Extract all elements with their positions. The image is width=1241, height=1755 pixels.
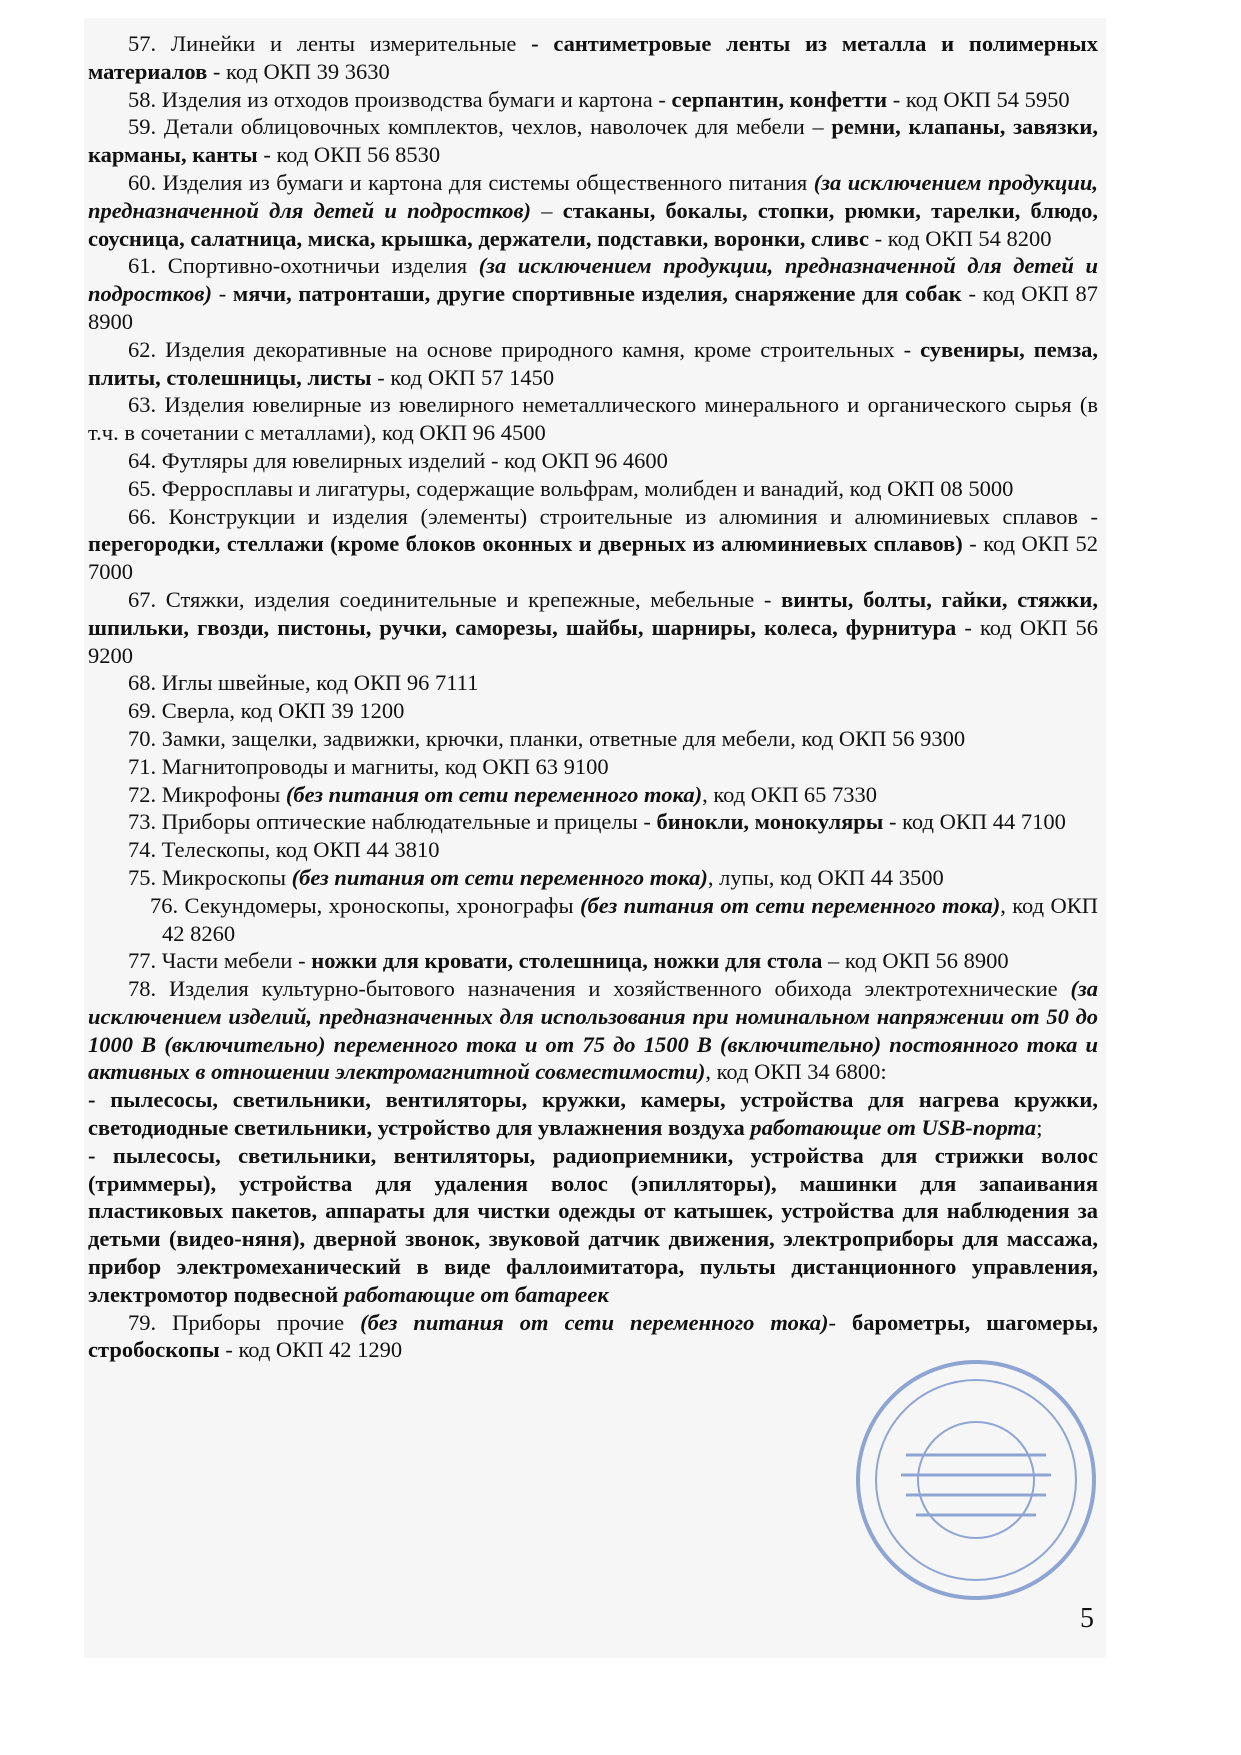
text-segment: 69. Сверла, код ОКП 39 1200: [128, 698, 405, 724]
text-segment: - код ОКП 54 8200: [869, 225, 1052, 251]
text-segment: 58. Изделия из отходов производства бумаги и картона -: [128, 86, 672, 112]
text-segment: стаканы, бокалы, стопки, рюмки, тарелки, блюдо, соусница, салатница, миска, крышка, держатели, подставки, воронки, сливс: [88, 197, 1099, 251]
text-segment: перегородки, стеллажи (кроме блоков оконных и дверных из алюминиевых сплавов): [88, 531, 963, 557]
text-segment: ;: [1036, 1115, 1043, 1141]
list-item-57: [88, 30, 1098, 86]
text-segment: - код ОКП 44 7100: [883, 809, 1066, 835]
list-item-77: [88, 947, 1098, 975]
text-segment: - код ОКП 56 9200: [88, 614, 1098, 668]
list-item-66: [88, 503, 1098, 586]
text-segment: 66. Конструкции и изделия (элементы) строительные из алюминия и алюминиевых сплавов -: [128, 503, 1098, 529]
text-segment: 67. Стяжки, изделия соединительные и крепежные, мебельные -: [128, 586, 782, 612]
text-segment: (за исключением продукции, предназначенной для детей и подростков): [88, 253, 1098, 307]
sublist-battery: [88, 1142, 1098, 1309]
text-segment: , лупы, код ОКП 44 3500: [707, 864, 944, 890]
text-segment: 62. Изделия декоративные на основе природного камня, кроме строительных -: [128, 336, 921, 362]
stamp-outer-ring: [858, 1362, 1094, 1598]
text-segment: , код ОКП 65 7330: [702, 781, 878, 807]
list-item-65: [88, 475, 1098, 503]
list-item-76: [88, 892, 1098, 948]
text-segment: - код ОКП 52 7000: [88, 531, 1099, 585]
text-segment: - код ОКП 39 3630: [207, 58, 390, 84]
text-segment: мячи, патронташи, другие спортивные изделия, снаряжение для собак: [232, 281, 962, 307]
text-segment: -: [211, 281, 233, 307]
text-segment: 71. Магнитопроводы и магниты, код ОКП 63 9100: [128, 753, 609, 779]
text-segment: 74. Телескопы, код ОКП 44 3810: [128, 837, 440, 863]
text-segment: винты, болты, гайки, стяжки, шпильки, гвозди, пистоны, ручки, саморезы, шайбы, шарниры, колеса, фурнитура: [88, 586, 1098, 640]
text-segment: 59. Детали облицовочных комплектов, чехлов, наволочек для мебели –: [128, 114, 832, 140]
text-segment: - пылесосы, светильники, вентиляторы, кружки, камеры, устройства для нагрева кружки, светодиодные светильники, устройство для увлажнения воздуха: [88, 1087, 1098, 1141]
text-segment: работающие от батареек: [343, 1281, 609, 1307]
text-segment: 63. Изделия ювелирные из ювелирного неметаллического минерального и органического сырья (в т.ч. в сочетании с металлами), код ОКП 96 4500: [88, 392, 1098, 446]
list-item-69: [88, 697, 1098, 725]
list-item-71: [88, 753, 1098, 781]
list-item-61: [88, 252, 1098, 335]
stamp-inner-ring: [876, 1380, 1076, 1580]
text-segment: 61. Спортивно-охотничьи изделия: [128, 253, 479, 279]
text-segment: 76. Секундомеры, хроноскопы, хронографы: [150, 892, 581, 918]
official-stamp: [846, 1350, 1106, 1610]
sublist-usb: [88, 1086, 1098, 1142]
text-segment: - код ОКП 42 1290: [219, 1337, 403, 1363]
text-segment: , код ОКП 42 8260: [162, 892, 1099, 946]
text-segment: ножки для кровати, столешница, ножки для стола: [311, 948, 823, 974]
text-segment: , код ОКП 34 6800:: [705, 1059, 887, 1085]
list-item-60: [88, 169, 1098, 252]
page-number: 5: [1080, 1603, 1094, 1634]
list-item-70: [88, 725, 1098, 753]
text-segment: - код ОКП 57 1450: [371, 364, 555, 390]
document-body: [88, 30, 1098, 1364]
text-segment: бинокли, монокуляры: [656, 809, 884, 835]
list-item-74: [88, 836, 1098, 864]
text-segment: 75. Микроскопы: [128, 864, 292, 890]
text-segment: 78. Изделия культурно-бытового назначения и хозяйственного обихода электротехнические: [128, 976, 1071, 1002]
text-segment: (за исключением изделий, предназначенных для использования при номинальном напряжении от 50 до 1000 В (включительно) переменного тока и от 75 до 1500 В (включительно) постоянного тока и активных в отношении электромагнитной совместимости): [88, 976, 1098, 1085]
text-segment: (без питания от сети переменного тока): [291, 864, 708, 890]
text-segment: барометры, шагомеры, стробоскопы: [88, 1309, 1098, 1363]
text-segment: (без питания от сети переменного тока): [285, 781, 703, 807]
text-segment: 77. Части мебели -: [128, 948, 312, 974]
text-segment: 72. Микрофоны: [128, 781, 286, 807]
text-segment: 79. Приборы прочие: [128, 1309, 361, 1335]
list-item-75: [88, 864, 1098, 892]
text-segment: 57. Линейки и ленты измерительные: [128, 31, 532, 56]
list-item-72: [88, 781, 1098, 809]
text-segment: 68. Иглы швейные, код ОКП 96 7111: [128, 670, 479, 696]
list-item-58: [88, 86, 1098, 114]
text-segment: (за исключением продукции, предназначенной для детей и подростков): [88, 169, 1098, 223]
list-item-68: [88, 669, 1098, 697]
text-segment: - код ОКП 56 8530: [257, 142, 441, 168]
list-item-63: [88, 391, 1098, 447]
list-item-73: [88, 808, 1098, 836]
list-item-67: [88, 586, 1098, 669]
text-segment: (без питания от сети переменного тока): [580, 892, 1001, 918]
list-item-78: [88, 975, 1098, 1086]
list-item-59: [88, 113, 1098, 169]
text-segment: - сантиметровые ленты из металла и полимерных материалов: [88, 31, 1099, 84]
text-segment: 70. Замки, защелки, задвижки, крючки, планки, ответные для мебели, код ОКП 56 9300: [128, 725, 966, 751]
text-segment: 60. Изделия из бумаги и картона для системы общественного питания: [128, 169, 814, 195]
text-segment: –: [531, 197, 563, 223]
text-segment: - код ОКП 54 5950: [887, 86, 1070, 112]
text-segment: ремни, клапаны, завязки, карманы, канты: [88, 114, 1098, 168]
list-item-64: [88, 447, 1098, 475]
text-segment: – код ОКП 56 8900: [822, 948, 1009, 974]
text-segment: (без питания от сети переменного тока): [360, 1309, 829, 1335]
list-item-62: [88, 336, 1098, 392]
text-segment: сувениры, пемза, плиты, столешницы, листы: [88, 336, 1099, 390]
text-segment: - код ОКП 87 8900: [88, 281, 1098, 334]
text-segment: - пылесосы, светильники, вентиляторы, радиоприемники, устройства для стрижки волос (триммеры), устройства для удаления волос (эпилляторы), машинки для запаивания пластиковых пакетов, аппараты для чистки одежды от катышек, устройства для наблюдения за детьми (видео-няня), дверной звонок, звуковой датчик движения, электроприборы для массажа, прибор электромеханический в виде фаллоимитатора, пульты дистанционного управления, электромотор подвесной: [88, 1142, 1098, 1307]
text-segment: 64. Футляры для ювелирных изделий - код ОКП 96 4600: [128, 447, 668, 473]
text-segment: серпантин, конфетти: [671, 86, 888, 112]
text-segment: 73. Приборы оптические наблюдательные и прицелы -: [128, 809, 657, 835]
text-segment: работающие от USB-порта: [750, 1115, 1037, 1141]
stamp-center-ring: [918, 1422, 1034, 1538]
text-segment: 65. Ферросплавы и лигатуры, содержащие вольфрам, молибден и ванадий, код ОКП 08 5000: [128, 475, 1014, 501]
text-segment: -: [828, 1309, 853, 1335]
